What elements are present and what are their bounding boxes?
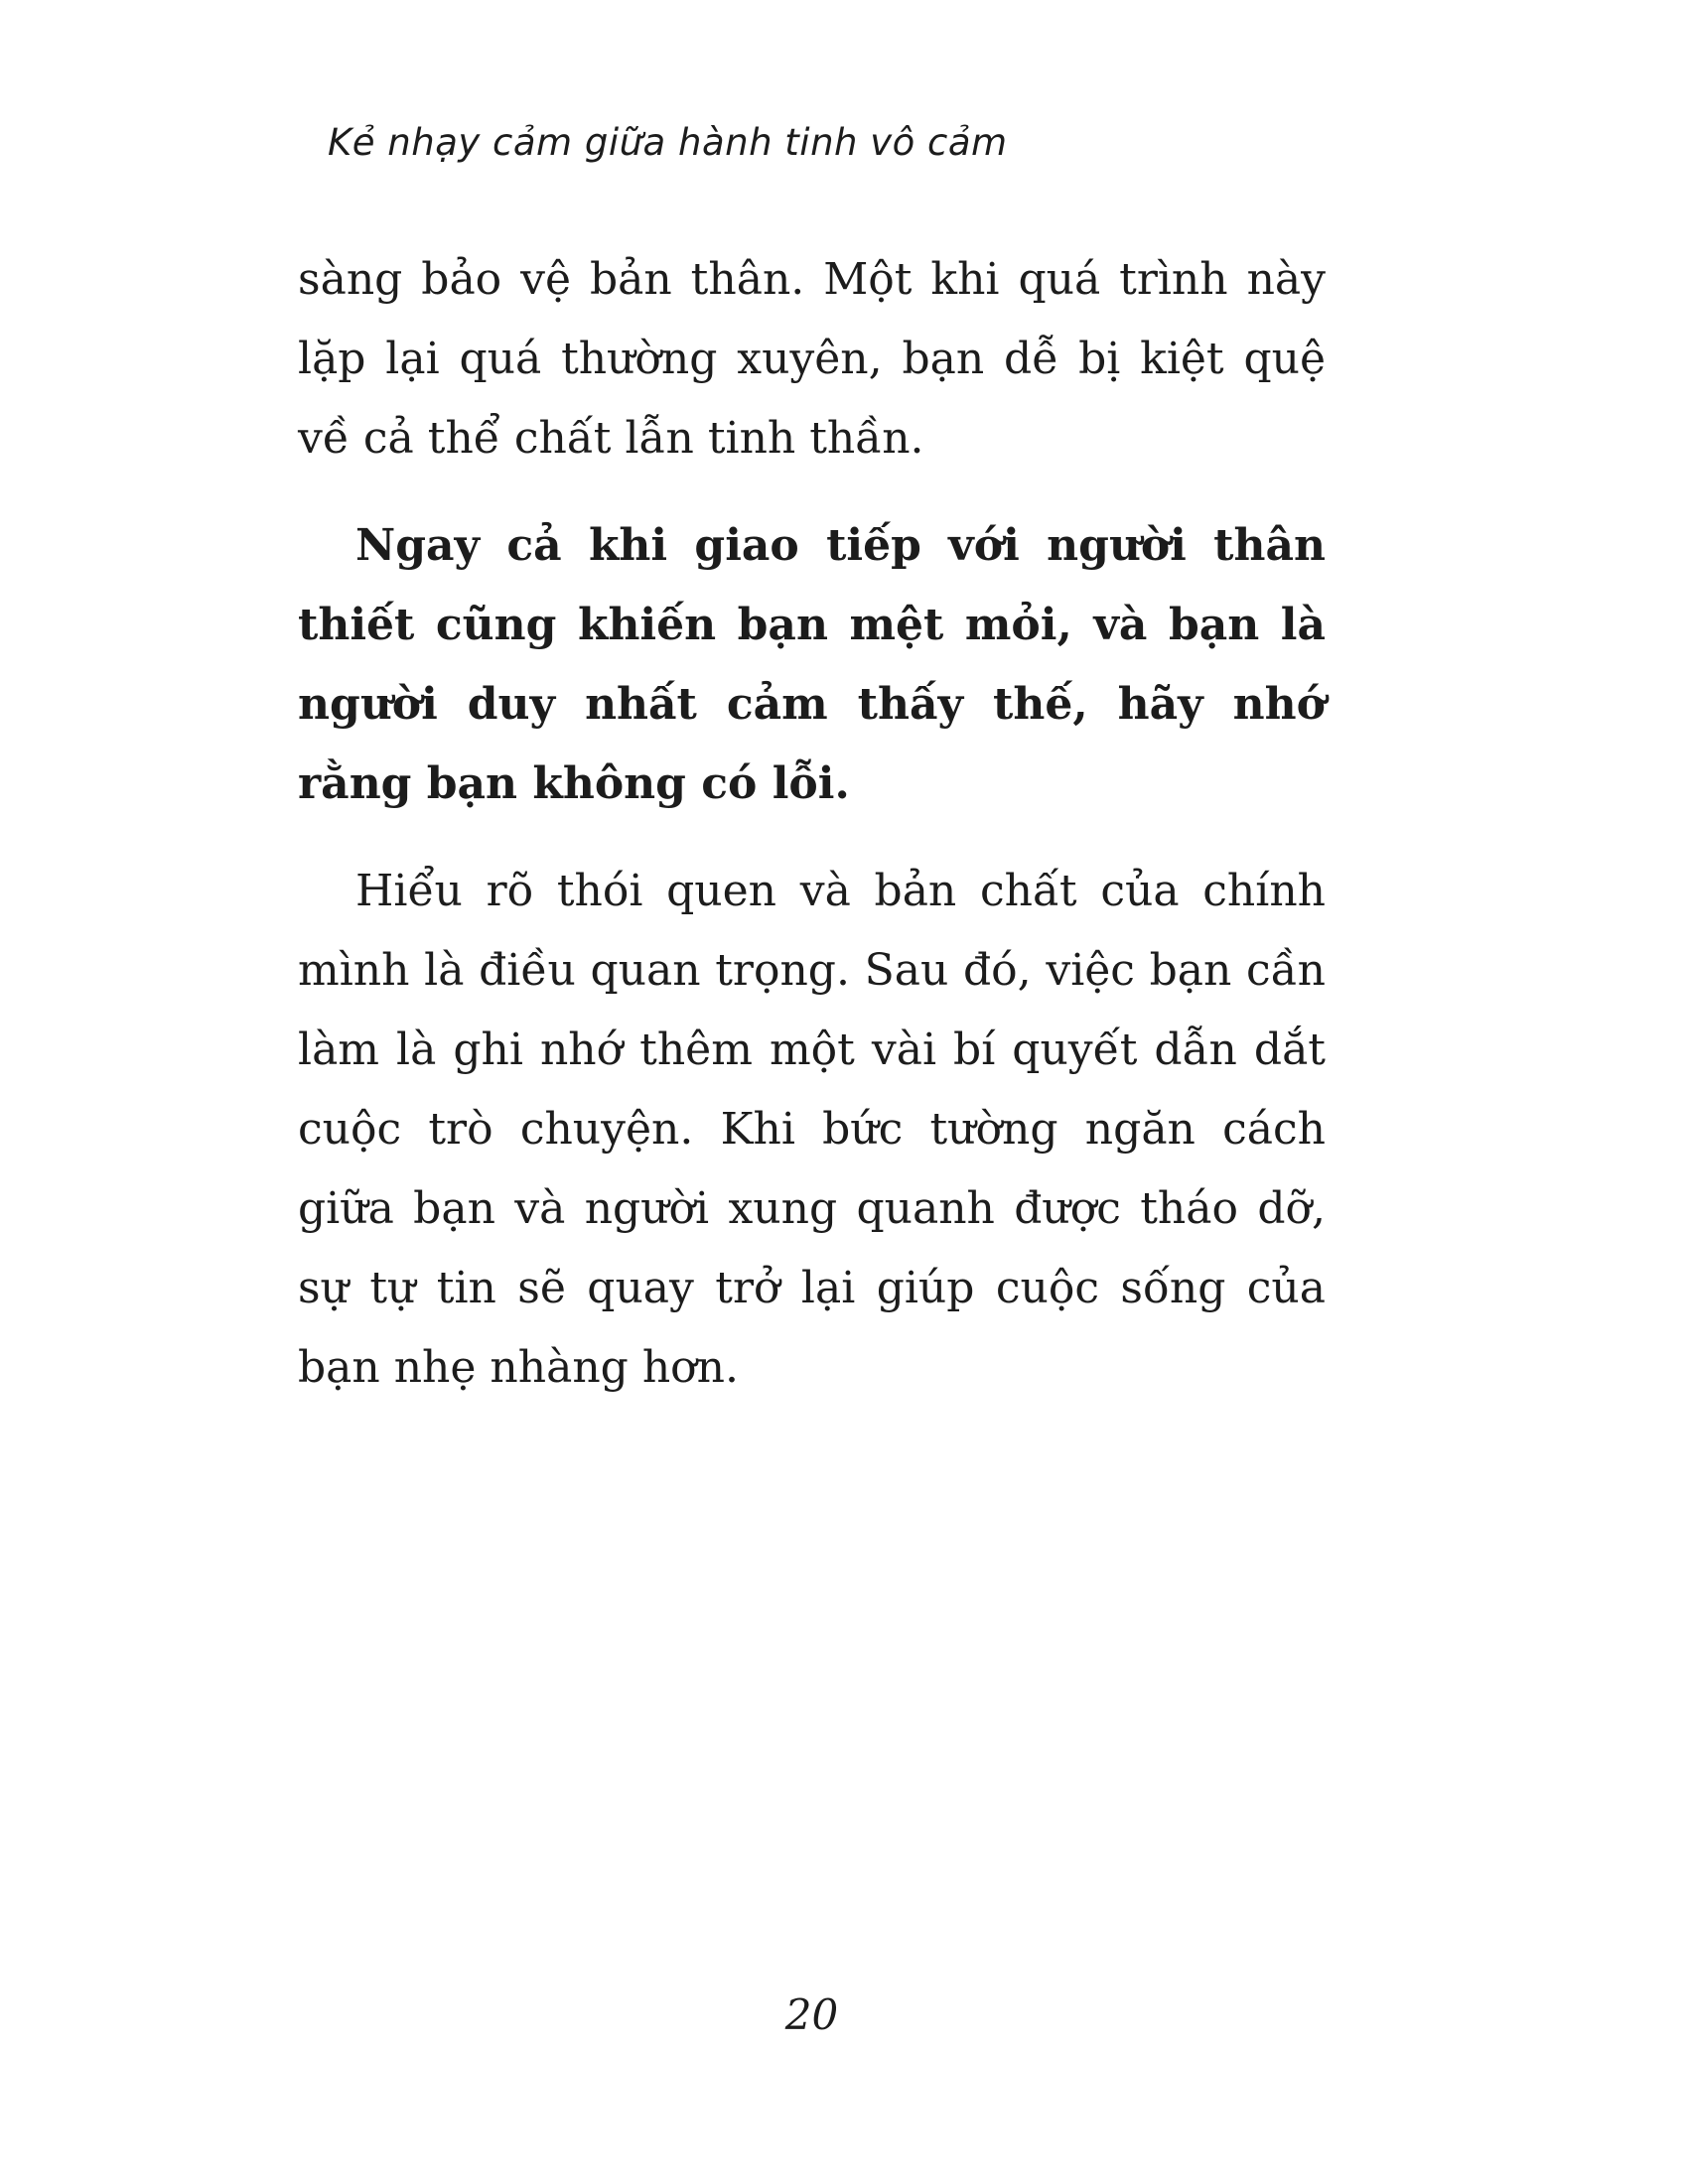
page-number: 20 (784, 1990, 839, 2039)
paragraph-continuation: sàng bảo vệ bản thân. Một khi quá trình này lặp lại quá thường xuyên, bạn dễ bị kiệt quệ về cả thể chất lẫn tinh thần. (298, 254, 1326, 464)
body-text-block (298, 240, 1326, 1435)
paragraph-body: Hiểu rõ thói quen và bản chất của chính mình là điều quan trọng. Sau đó, việc bạn cần làm là ghi nhớ thêm một vài bí quyết dẫn dắt cuộc trò chuyện. Khi bức tường ngăn cách giữa bạn và người xung quanh được tháo dỡ, sự tự tin sẽ quay trở lại giúp cuộc sống của bạn nhẹ nhàng hơn. (298, 866, 1326, 1393)
running-header: Kẻ nhạy cảm giữa hành tinh vô cảm (328, 121, 1008, 164)
paragraph-emphasis: Ngay cả khi giao tiếp với người thân thiết cũng khiến bạn mệt mỏi, và bạn là người duy nhất cảm thấy thế, hãy nhớ rằng bạn không có lỗi. (298, 520, 1326, 809)
